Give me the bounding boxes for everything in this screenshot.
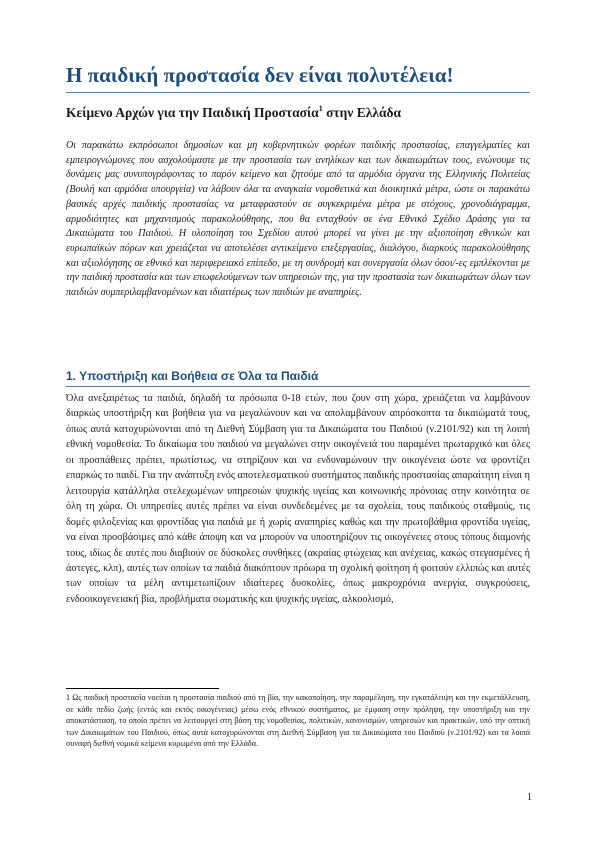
- page-number: 1: [527, 792, 532, 803]
- subtitle-text-after: στην Ελλάδα: [322, 105, 402, 120]
- footnote: 1 Ως παιδική προστασία νοείται η προστασία παιδιού από τη βία, την κακοποίηση, την παραμέληση, την εγκατάλειψη και την εκμετάλλευση, σε κάθε πεδίο ζωής (εντός και εκτός οικογένειας) μέσω ενός εθνικού συστήματος, με έμφαση στην πρόληψη, την υποστήριξη και την αποκατάσταση, το οποίο πρέπει να λειτουργεί στη βάση της νομοθεσίας, πολιτικών, κανονισμών, υπηρεσιών και πρακτικών, υπό την οπτική των Δικαιωμάτων του Παιδιού, όπως αυτά κατοχυρώνονται στη Διεθνή Σύμβαση για τα Δικαιώματα του Παιδιού (ν.2101/92) και τα λοιπά συναφή διεθνή νομικά κείμενα κυρωμένα από την Ελλάδα.: [66, 693, 530, 749]
- document-subtitle: [66, 100, 536, 122]
- footnote-separator: [66, 688, 219, 689]
- section-1-body: Όλα ανεξαιρέτως τα παιδιά, δηλαδή τα πρόσωπα 0-18 ετών, που ζουν στη χώρα, χρειάζεται να λαμβάνουν διαρκώς υποστήριξη και βοήθεια για να μεγαλώνουν και να απολαμβάνουν απρόσκοπτα τα δικαιώματά τους, όπως αυτά κατοχυρώνονται από τη Διεθνή Σύμβαση για τα Δικαιώματα του Παιδιού (ν.2101/92) και τη λοιπή εθνική νομοθεσία. Το δικαίωμα του παιδιού να μεγαλώνει στην οικογένειά του παραμένει πρωταρχικό και όλες οι προσπάθειες πρέπει, πρωτίστως, να στηρίζουν και να ενδυναμώνουν την οικογένεια ώστε να φροντίζει επαρκώς το παιδί. Για την ανάπτυξη ενός αποτελεσματικού συστήματος παιδικής προστασίας απαραίτητη είναι η λειτουργία κατάλληλα στελεχωμένων υπηρεσιών ψυχικής υγείας και κοινωνικής πρόνοιας στην κοινότητα σε όλη τη χώρα. Οι υπηρεσίες αυτές πρέπει να είναι συνδεδεμένες με τα σχολεία, τους παιδικούς σταθμούς, τις δομές φιλοξενίας και φροντίδας για παιδιά με ή χωρίς αναπηρίες καθώς και την πρωτοβάθμια φροντίδα υγείας, να είναι προσβάσιμες από κάθε άποψη και να μπορούν να υποστηρίζουν τις οικογένειες στους τόπους διαμονής τους, ιδίως δε αυτές που διαβιούν σε δύσκολες συνθήκες (ακραίας φτώχειας και ανέχειας, κακώς στεγασμένες ή άστεγες, κλπ), αυτές των οποίων τα παιδιά διακόπτουν πρόωρα τη σχολική φοίτηση ή φοιτούν ελλιπώς και αυτές των οποίων τα μέλη αντιμετωπίζουν ιδιαίτερες δυσκολίες, όπως μακροχρόνια ανεργία, συγκρούσεις, ενδοοικογενειακή βία, προβλήματα σωματικής και ψυχικής υγείας, αλκοολισμό,: [66, 393, 530, 605]
- document-title: Η παιδική προστασία δεν είναι πολυτέλεια!: [66, 63, 454, 87]
- title-divider: [66, 92, 530, 93]
- intro-paragraph: Οι παρακάτω εκπρόσωποι δημοσίων και μη κυβερνητικών φορέων παιδικής προστασίας, επαγγελματίες και εμπειρογνώμονες που ασχολούμαστε με την προστασία των ανηλίκων και των δικαιωμάτων τους, ενώνουμε τις δυνάμεις μας συνυπογράφοντας το παρόν κείμενο και ζητούμε από τα αρμόδια όργανα της Ελληνικής Πολιτείας (Βουλή και αρμόδια υπουργεία) να λάβουν όλα τα αναγκαία νομοθετικά και διοικητικά μέτρα, ώστε οι παρακάτω βασικές αρχές παιδικής προστασίας να μεταφραστούν σε συγκεκριμένα μέτρα με στόχους, χρονοδιάγραμμα, αρμοδιότητες και μηχανισμούς παρακολούθησης, που θα ενταχθούν σε ένα Εθνικό Σχέδιο Δράσης για τα Δικαιώματα του Παιδιού. Η υλοποίηση του Σχεδίου αυτού μπορεί να γίνει με την αξιοποίηση εθνικών και ευρωπαϊκών πόρων και χρειάζεται να αποτελέσει αντικείμενο επεξεργασίας, διαλόγου, διαρκούς παρακολούθησης και αξιολόγησης σε εθνικό και περιφερειακό επίπεδο, με τη συνδρομή και συνεργασία όλων όσοι/-ες εμπλέκονται με την παιδική προστασία και των επωφελούμενων των υπηρεσιών της, για την προστασία των δικαιωμάτων όλων των παιδιών συμπεριλαμβανομένων και ιδιαιτέρως των παιδιών με αναπηρίες.: [66, 140, 530, 299]
- footnote-reference[interactable]: 1: [318, 104, 323, 113]
- subtitle-text: Κείμενο Αρχών για την Παιδική Προστασία: [66, 105, 319, 120]
- section-divider: [66, 386, 530, 387]
- section-1-heading: 1. Υποστήριξη και Βοήθεια σε Όλα τα Παιδιά: [66, 369, 319, 383]
